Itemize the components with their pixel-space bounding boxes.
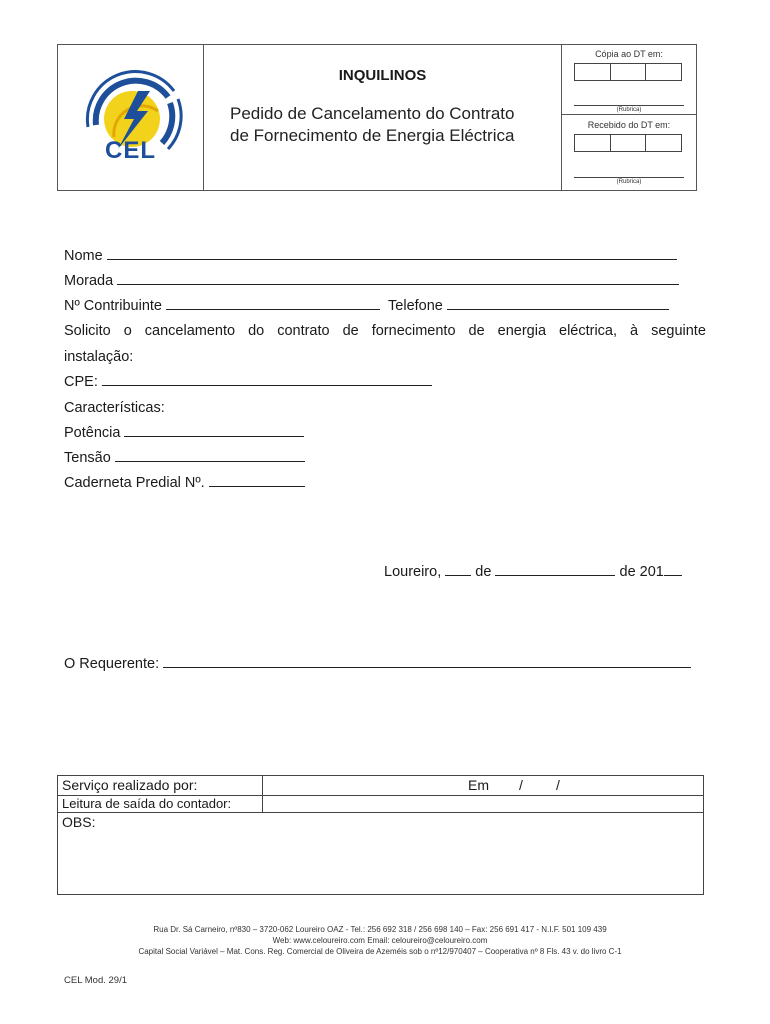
form-model-number: CEL Mod. 29/1 xyxy=(64,975,128,986)
footer-contacts: Web: www.celoureiro.com Email: celoureiro@celoureiro.com xyxy=(272,936,488,945)
leitura-field[interactable] xyxy=(263,796,703,813)
cel-logo xyxy=(58,45,204,190)
caracteristicas-label: Características: xyxy=(64,400,165,416)
contribuinte-field[interactable] xyxy=(166,298,380,310)
morada-field[interactable] xyxy=(117,273,679,285)
solicito-word: Solicito xyxy=(64,323,111,339)
subtitle-line-2: de Fornecimento de Energia Eléctrica xyxy=(230,126,515,145)
caderneta-row xyxy=(64,475,305,491)
potencia-label: Potência xyxy=(64,425,121,441)
copy-signature-line[interactable] xyxy=(574,105,684,106)
date-slash-1: / xyxy=(519,777,523,793)
tensao-row xyxy=(64,450,305,466)
received-from-dt-section xyxy=(562,115,696,190)
copy-date-boxes[interactable] xyxy=(574,63,682,81)
contribuinte-label: Nº Contribuinte xyxy=(64,298,162,314)
caderneta-field[interactable] xyxy=(209,475,305,487)
nome-row xyxy=(64,248,677,264)
received-date-boxes[interactable] xyxy=(574,134,682,152)
requerente-label: O Requerente: xyxy=(64,656,160,672)
cpe-field[interactable] xyxy=(102,374,432,386)
place-de-1: de xyxy=(475,564,492,580)
caderneta-label: Caderneta Predial Nº. xyxy=(64,475,205,491)
place-city: Loureiro, xyxy=(384,564,442,580)
instalacao-label: instalação: xyxy=(64,349,134,365)
footer xyxy=(60,924,700,957)
servico-label: Serviço realizado por: xyxy=(58,776,263,796)
telefone-field[interactable] xyxy=(447,298,669,310)
solicito-line xyxy=(64,323,706,339)
solicito-word: à xyxy=(630,323,639,339)
solicito-word: eléctrica, xyxy=(559,323,618,339)
document-subtitle xyxy=(230,103,550,147)
solicito-word: de xyxy=(342,323,359,339)
solicito-word: cancelamento xyxy=(144,323,236,339)
morada-label: Morada xyxy=(64,273,114,289)
dt-stamp-cell xyxy=(562,45,696,190)
solicito-word: contrato xyxy=(277,323,330,339)
document-title: INQUILINOS xyxy=(338,67,427,84)
date-slash-2: / xyxy=(556,777,560,793)
logo-text: CEL xyxy=(105,137,156,164)
month-field[interactable] xyxy=(495,564,615,576)
footer-registration: Capital Social Variável – Mat. Cons. Reg. Comercial de Oliveira de Azeméis sob o nº12/970407 – Cooperativa nº 8 Fls. 43 v. do livro C-1 xyxy=(138,947,622,956)
solicito-word: seguinte xyxy=(651,323,706,339)
tensao-field[interactable] xyxy=(115,450,305,462)
document-header xyxy=(57,44,697,191)
solicito-word: o xyxy=(123,323,132,339)
title-cell xyxy=(204,45,562,190)
place-de-2: de 201 xyxy=(619,564,664,580)
nome-label: Nome xyxy=(64,248,103,264)
place-date-row xyxy=(384,564,682,580)
contribuinte-row xyxy=(64,298,669,314)
copy-to-dt-label: Cópia ao DT em: xyxy=(595,49,663,59)
cpe-label: CPE: xyxy=(64,374,98,390)
cpe-row xyxy=(64,374,432,390)
leitura-label: Leitura de saída do contador: xyxy=(58,796,263,813)
telefone-label: Telefone xyxy=(388,298,443,314)
service-table xyxy=(57,775,704,895)
solicito-word: de xyxy=(468,323,485,339)
footer-address: Rua Dr. Sá Carneiro, nº830 – 3720-062 Loureiro OAZ - Tel.: 256 692 318 / 256 698 140 – Fax: 256 691 417 - N.I.F. 501 109 439 xyxy=(153,925,607,934)
potencia-row xyxy=(64,425,304,441)
morada-row xyxy=(64,273,679,289)
requerente-signature-field[interactable] xyxy=(163,656,691,668)
received-from-dt-label: Recebido do DT em: xyxy=(587,120,671,130)
potencia-field[interactable] xyxy=(124,425,304,437)
servico-field[interactable] xyxy=(263,776,703,796)
obs-label: OBS: xyxy=(62,814,96,830)
tensao-label: Tensão xyxy=(64,450,111,466)
solicito-word: fornecimento xyxy=(371,323,456,339)
requerente-row xyxy=(64,656,691,672)
logo-cell xyxy=(58,45,204,190)
subtitle-line-1: Pedido de Cancelamento do Contrato xyxy=(230,104,515,123)
solicito-word: energia xyxy=(497,323,547,339)
copy-to-dt-section xyxy=(562,45,696,115)
year-field[interactable] xyxy=(664,564,682,576)
received-rubrica-label: (Rubrica) xyxy=(616,179,642,185)
day-field[interactable] xyxy=(445,564,471,576)
nome-field[interactable] xyxy=(107,248,677,260)
solicito-word: do xyxy=(248,323,265,339)
copy-rubrica-label: (Rubrica) xyxy=(616,107,642,113)
em-label: Em xyxy=(468,777,489,793)
obs-field[interactable] xyxy=(58,813,703,894)
received-signature-line[interactable] xyxy=(574,177,684,178)
